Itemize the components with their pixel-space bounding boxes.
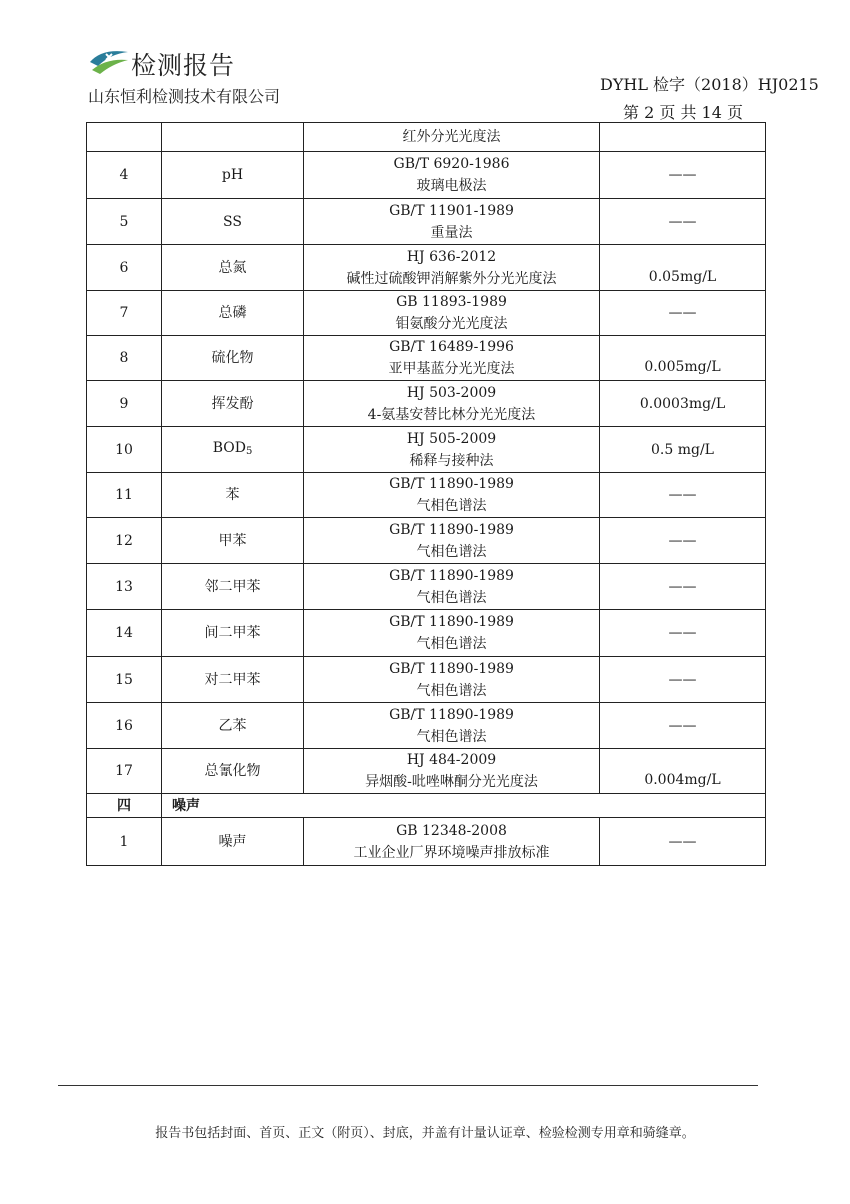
brand-title: 检测报告 — [131, 51, 236, 80]
detection-limit-value: 0.004mg/L — [644, 772, 721, 788]
test-item-subscript: 5 — [245, 445, 253, 457]
row-number: 7 — [87, 291, 162, 336]
table-row — [87, 245, 766, 291]
detection-limit-dash: —— — [668, 671, 697, 688]
standard-code: GB/T 11890-1989 — [389, 476, 514, 492]
table-row — [87, 657, 766, 703]
test-item — [162, 703, 304, 749]
test-item — [162, 336, 304, 381]
test-item-label: pH — [221, 167, 244, 183]
row-number: 1 — [87, 818, 162, 866]
table-row — [87, 703, 766, 749]
detection-limit — [600, 818, 766, 866]
standard-code: GB/T 11890-1989 — [389, 567, 514, 584]
test-item — [162, 657, 304, 703]
standard-code: GB 11893-1989 — [396, 294, 507, 310]
row-number: 10 — [87, 427, 162, 473]
method-name: 玻璃电极法 — [416, 178, 487, 194]
test-item-label: 邻二甲苯 — [204, 578, 261, 595]
row-number: 12 — [87, 518, 162, 564]
table-row — [87, 564, 766, 610]
standard-code: HJ 505-2009 — [406, 430, 497, 447]
company-name: 山东恒利检测技术有限公司 — [88, 87, 281, 106]
detection-limit — [600, 199, 766, 245]
page-indicator: 第 2 页 共 14 页 — [623, 103, 743, 122]
method-name: 亚甲基蓝分光光度法 — [388, 361, 515, 377]
standard-code: HJ 484-2009 — [406, 752, 497, 768]
footer-divider — [58, 1085, 758, 1086]
method-cell — [304, 152, 600, 199]
test-item — [162, 473, 304, 518]
test-method-table — [86, 122, 766, 866]
detection-limit-dash: —— — [668, 487, 697, 503]
test-item — [162, 518, 304, 564]
method-cell — [304, 610, 600, 657]
row-number: 9 — [87, 381, 162, 427]
standard-code: GB/T 11901-1989 — [389, 202, 514, 219]
test-item-label: 总氰化物 — [204, 763, 261, 779]
row-number: 16 — [87, 703, 162, 749]
detection-limit — [600, 427, 766, 473]
row-number: 4 — [87, 152, 162, 199]
test-item-label: 苯 — [225, 487, 240, 503]
table-row — [87, 152, 766, 199]
method-cell — [304, 749, 600, 794]
section-number: 四 — [87, 794, 162, 818]
method-cell — [304, 518, 600, 564]
detection-limit — [600, 473, 766, 518]
standard-code: HJ 503-2009 — [406, 384, 497, 401]
method-cell — [304, 427, 600, 473]
method-cell: 红外分光光度法 — [304, 123, 600, 152]
test-item-label: SS — [223, 213, 242, 230]
standard-code: GB/T 11890-1989 — [389, 521, 514, 538]
test-item-label: 乙苯 — [218, 717, 247, 734]
detection-limit — [600, 518, 766, 564]
test-item-label: 噪声 — [218, 833, 247, 850]
test-item — [162, 381, 304, 427]
test-item — [162, 199, 304, 245]
detection-limit — [600, 749, 766, 794]
detection-limit — [600, 703, 766, 749]
method-name: 气相色谱法 — [416, 498, 487, 514]
table-row — [87, 199, 766, 245]
row-number: 11 — [87, 473, 162, 518]
company-logo-icon — [88, 42, 130, 76]
detection-limit-dash: —— — [668, 717, 697, 734]
method-cell — [304, 199, 600, 245]
detection-limit-dash: —— — [668, 578, 697, 595]
detection-limit-dash: —— — [668, 213, 697, 230]
standard-code: GB/T 16489-1996 — [389, 339, 514, 355]
test-item-label: 总磷 — [218, 305, 247, 321]
row-number: 14 — [87, 610, 162, 657]
method-name: 气相色谱法 — [416, 728, 487, 745]
test-item — [162, 564, 304, 610]
table-row — [87, 518, 766, 564]
detection-limit — [600, 336, 766, 381]
method-cell — [304, 381, 600, 427]
detection-limit — [600, 152, 766, 199]
method-name: 气相色谱法 — [416, 636, 487, 652]
test-item — [162, 152, 304, 199]
table-row — [87, 749, 766, 794]
detection-limit — [600, 381, 766, 427]
detection-limit-dash: —— — [668, 833, 697, 850]
method-name: 碱性过硫酸钾消解紫外分光光度法 — [346, 270, 557, 287]
table-row — [87, 818, 766, 866]
method-name: 气相色谱法 — [416, 682, 487, 699]
standard-code: GB/T 11890-1989 — [389, 660, 514, 677]
test-item — [162, 818, 304, 866]
method-name: 4-氨基安替比林分光光度法 — [367, 406, 536, 423]
method-name: 异烟酸-吡唑啉酮分光光度法 — [365, 774, 538, 790]
method-name: 气相色谱法 — [416, 543, 487, 560]
detection-limit — [600, 657, 766, 703]
detection-limit-value: 0.5 mg/L — [651, 441, 714, 458]
test-item — [162, 245, 304, 291]
method-cell — [304, 245, 600, 291]
table-row — [87, 381, 766, 427]
table-row — [87, 291, 766, 336]
test-item-label: 对二甲苯 — [204, 671, 261, 688]
table-row — [87, 427, 766, 473]
test-item-label: 硫化物 — [211, 350, 254, 366]
table-row — [87, 336, 766, 381]
method-cell — [304, 564, 600, 610]
detection-limit — [600, 564, 766, 610]
test-item-label: 总氮 — [218, 259, 247, 276]
row-number: 5 — [87, 199, 162, 245]
table-row-continued — [87, 123, 766, 152]
detection-limit-value: 0.0003mg/L — [639, 395, 726, 412]
test-item-label: 甲苯 — [218, 532, 247, 549]
method-name: 气相色谱法 — [416, 589, 487, 606]
method-name: 工业企业厂界环境噪声排放标准 — [353, 844, 550, 861]
test-item — [162, 427, 304, 473]
standard-code: GB/T 6920-1986 — [393, 156, 510, 172]
method-name: 钼氨酸分光光度法 — [395, 316, 508, 332]
detection-limit-dash: —— — [668, 532, 697, 549]
test-item — [162, 291, 304, 336]
detection-limit — [600, 610, 766, 657]
row-number: 8 — [87, 336, 162, 381]
detection-limit-dash: —— — [668, 167, 697, 183]
method-cell — [304, 818, 600, 866]
method-cell — [304, 291, 600, 336]
test-item-label: 间二甲苯 — [204, 625, 261, 641]
method-name: 重量法 — [430, 224, 473, 241]
detection-limit-dash: —— — [668, 625, 697, 641]
detection-limit-dash: —— — [668, 305, 697, 321]
detection-limit-value: 0.05mg/L — [648, 269, 717, 285]
test-item — [162, 749, 304, 794]
standard-code: HJ 636-2012 — [406, 248, 497, 265]
test-item — [162, 610, 304, 657]
footer-note: 报告书包括封面、首页、正文（附页）、封底，并盖有计量认证章、检验检测专用章和骑缝章。 — [155, 1126, 695, 1141]
method-cell — [304, 703, 600, 749]
method-cell — [304, 657, 600, 703]
method-cell — [304, 336, 600, 381]
test-item-label: 挥发酚 — [211, 395, 254, 412]
standard-code: GB/T 11890-1989 — [389, 706, 514, 723]
test-item-label: BOD — [212, 439, 246, 456]
row-number: 17 — [87, 749, 162, 794]
method-name: 稀释与接种法 — [409, 452, 494, 469]
detection-limit — [600, 245, 766, 291]
row-number: 13 — [87, 564, 162, 610]
section-title: 噪声 — [162, 794, 766, 818]
standard-code: GB/T 11890-1989 — [389, 614, 514, 630]
detection-limit-value: 0.005mg/L — [644, 359, 721, 375]
section-header-row — [87, 794, 766, 818]
method-cell — [304, 473, 600, 518]
row-number: 6 — [87, 245, 162, 291]
row-number: 15 — [87, 657, 162, 703]
table-row — [87, 473, 766, 518]
detection-limit — [600, 291, 766, 336]
table-row — [87, 610, 766, 657]
report-number: DYHL 检字（2018）HJ0215 — [600, 75, 819, 94]
standard-code: GB 12348-2008 — [396, 822, 507, 839]
